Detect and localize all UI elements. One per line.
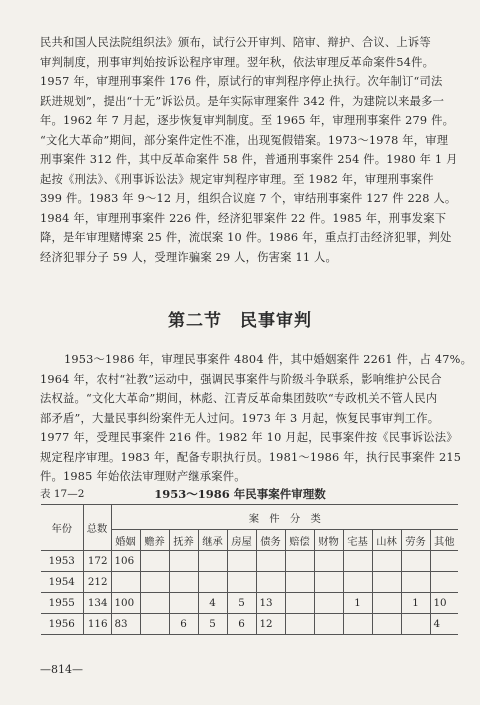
paragraph-criminal-trials — [40, 33, 458, 267]
row-year: 1954 — [41, 572, 83, 593]
text-line: 经济犯罪分子 59 人，受理诈骗案 29 人，伤害案 11 人。 — [40, 250, 338, 264]
cell: 10 — [430, 593, 458, 614]
cell: 1 — [343, 593, 372, 614]
cell — [314, 572, 343, 593]
header-category: 赡养 — [140, 530, 169, 551]
cell — [227, 551, 256, 572]
cell: 12 — [256, 614, 285, 635]
cell — [140, 551, 169, 572]
table-row — [41, 593, 458, 614]
table-title: 1953～1986 年民事案件审理数 — [154, 487, 326, 501]
text-line: 1984 年，审理刑事案件 226 件，经济犯罪案件 22 件。1985 年，刑事发案下 — [40, 211, 447, 225]
text-line: 1953～1986 年，审理民事案件 4804 件，其中婚姻案件 2261 件，占 47%。 — [64, 353, 473, 366]
cell: 13 — [256, 593, 285, 614]
cell — [343, 551, 372, 572]
header-category: 继承 — [198, 530, 227, 551]
cell — [227, 572, 256, 593]
row-total: 116 — [83, 614, 111, 635]
text-line: 民共和国人民法院组织法》颁布，试行公开审判、陪审、辩护、合议、上诉等 — [40, 36, 431, 49]
cell — [430, 551, 458, 572]
text-line: 1957 年，审理刑事案件 176 件，原试行的审判程序停止执行。次年制订“司法 — [40, 75, 443, 88]
table-row — [41, 551, 458, 572]
text-line: 降，是年审理赌博案 25 件，流氓案 10 件。1986 年，重点打击经济犯罪，判处 — [40, 231, 452, 244]
cell — [140, 593, 169, 614]
text-line: 规定程序审理。1983 年，配备专职执行员。1981～1986 年，执行民事案件 215 — [40, 450, 462, 464]
text-line: 刑事案件 312 件，其中反革命案件 58 件，普通刑事案件 254 件。1980 年 1 月 — [40, 153, 458, 166]
cell — [401, 551, 430, 572]
header-category: 山林 — [372, 530, 401, 551]
cell — [401, 614, 430, 635]
cell: 6 — [169, 614, 198, 635]
section-heading: 第二节 民事审判 — [168, 311, 312, 331]
cell — [198, 572, 227, 593]
civil-cases-table — [41, 504, 458, 635]
cell — [256, 551, 285, 572]
text-line: “文化大革命”期间，部分案件定性不准，出现冤假错案。1973～1978 年，审理 — [40, 133, 449, 147]
cell: 83 — [111, 614, 140, 635]
text-line: 1964 年，农村“社教”运动中，强调民事案件与阶级斗争联系，影响维护公民合 — [40, 372, 442, 386]
text-line: 399 件。1983 年 9～12 月，组织合议庭 7 个，审结刑事案件 127 件 228 人。 — [40, 192, 457, 205]
row-total: 212 — [83, 572, 111, 593]
cell: 106 — [111, 551, 140, 572]
cell — [372, 614, 401, 635]
row-year: 1953 — [41, 551, 83, 572]
cell: 6 — [227, 614, 256, 635]
text-line: 年。1962 年 7 月起，逐步恢复审判制度。至 1965 年，审理刑事案件 279 件。 — [40, 114, 455, 127]
header-total: 总数 — [83, 505, 111, 551]
cell — [285, 593, 314, 614]
cell — [285, 572, 314, 593]
header-category: 赔偿 — [285, 530, 314, 551]
cell — [285, 551, 314, 572]
text-line: 1977 年，受理民事案件 216 件。1982 年 10 月起，民事案件按《民事诉讼法》 — [40, 431, 458, 444]
header-category: 房屋 — [227, 530, 256, 551]
header-year: 年份 — [41, 505, 83, 551]
text-line: 起按《刑法》、《刑事诉讼法》规定审判程序审理。至 1982 年，审理刑事案件 — [40, 172, 434, 186]
header-category: 婚姻 — [111, 530, 140, 551]
row-total: 134 — [83, 593, 111, 614]
header-category: 抚养 — [169, 530, 198, 551]
cell: 4 — [198, 593, 227, 614]
cell — [343, 614, 372, 635]
cell: 5 — [227, 593, 256, 614]
cell — [169, 572, 198, 593]
table-row — [41, 572, 458, 593]
row-year: 1955 — [41, 593, 83, 614]
cell — [372, 593, 401, 614]
text-line: 审判制度，刑事审判始按诉讼程序审理。翌年秋，依法审理反革命案件54件。 — [40, 55, 435, 69]
cell — [140, 614, 169, 635]
header-category: 财物 — [314, 530, 343, 551]
table-label: 表 17—2 — [40, 488, 85, 500]
cell — [372, 551, 401, 572]
cell: 100 — [111, 593, 140, 614]
header-category: 债务 — [256, 530, 285, 551]
cell: 1 — [401, 593, 430, 614]
cell — [430, 572, 458, 593]
text-line: 法权益。“文化大革命”期间，林彪、江青反革命集团鼓吹“专政机关不管人民内 — [40, 392, 438, 405]
cell — [372, 572, 401, 593]
table-row — [41, 614, 458, 635]
cell — [285, 614, 314, 635]
cell — [111, 572, 140, 593]
paragraph-civil-trials — [40, 350, 473, 487]
header-category: 其他 — [430, 530, 458, 551]
cell — [401, 572, 430, 593]
header-category: 劳务 — [401, 530, 430, 551]
header-case-categories: 案 件 分 类 — [111, 505, 458, 530]
cell — [314, 551, 343, 572]
text-line: 件。1985 年始依法审理财产继承案件。 — [40, 470, 246, 483]
cell — [314, 614, 343, 635]
row-total: 172 — [83, 551, 111, 572]
cell — [198, 551, 227, 572]
cell — [314, 593, 343, 614]
header-category: 宅基 — [343, 530, 372, 551]
text-line: 部矛盾”，大量民事纠纷案件无人过问。1973 年 3 月起，恢复民事审判工作。 — [40, 411, 440, 425]
cell — [140, 572, 169, 593]
page-number: —814— — [40, 663, 83, 676]
cell — [256, 572, 285, 593]
cell — [169, 551, 198, 572]
cell — [343, 572, 372, 593]
cell: 4 — [430, 614, 458, 635]
cell: 5 — [198, 614, 227, 635]
cell — [169, 593, 198, 614]
text-line: 跃进规划”，提出“十无”诉讼员。是年实际审理案件 342 件，为建院以来最多一 — [40, 94, 445, 108]
row-year: 1956 — [41, 614, 83, 635]
